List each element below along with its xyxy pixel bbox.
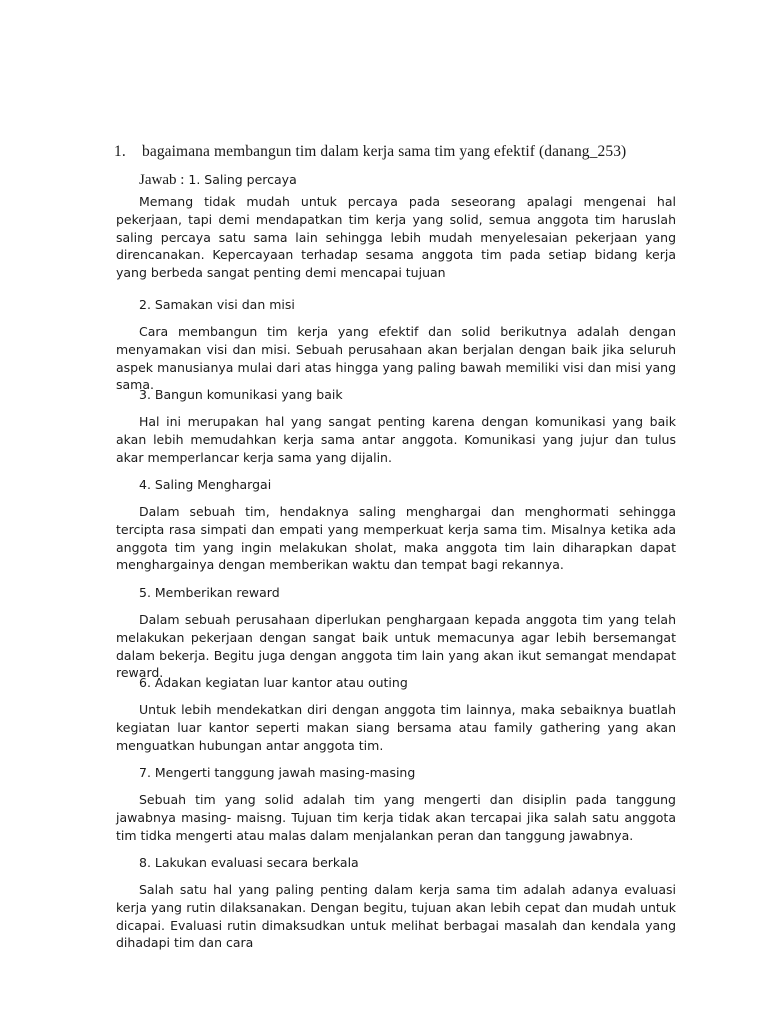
point-title: 2. Samakan visi dan misi	[139, 297, 295, 312]
point-body: Hal ini merupakan hal yang sangat penting karena dengan komunikasi yang baik akan lebih memudahkan kerja sama antar anggota. Komunikasi yang jujur dan tulus akar memperlancar kerja sama yang dijalin.	[116, 414, 676, 465]
point-body: Cara membangun tim kerja yang efektif dan solid berikutnya adalah dengan menyamakan visi dan misi. Sebuah perusahaan akan berjalan dengan baik jika seluruh aspek manusianya mulai dari atas hingga yang paling bawah memiliki visi dan misi yang sama.	[116, 324, 676, 393]
question-number: 1.	[114, 143, 126, 160]
point-body: Dalam sebuah tim, hendaknya saling menghargai dan menghormati sehingga tercipta rasa simpati dan empati yang memperkuat kerja sama tim. Misalnya ketika ada anggota tim yang ingin melakukan sholat, maka anggota tim lain diharapkan dapat menghargainya dengan memberikan waktu dan tempat bagi rekannya.	[116, 504, 676, 573]
point-title: 4. Saling Menghargai	[139, 477, 272, 492]
point-title: 7. Mengerti tanggung jawah masing-masing	[139, 765, 416, 780]
point-body: Sebuah tim yang solid adalah tim yang mengerti dan disiplin pada tanggung jawabnya masing- maisng. Tujuan tim kerja tidak akan tercapai jika salah satu anggota tim tidka mengerti atau malas dalam menjalankan peran dan tanggung jawabnya.	[116, 792, 676, 843]
point-body: Dalam sebuah perusahaan diperlukan penghargaan kepada anggota tim yang telah melakukan pekerjaan dengan sangat baik untuk memacunya agar lebih bersemangat dalam bekerja. Begitu juga dengan anggota tim lain yang akan ikut semangat mendapat reward.	[116, 612, 676, 681]
point-title: 3. Bangun komunikasi yang baik	[139, 387, 343, 402]
point-title: 1. Saling percaya	[188, 172, 297, 187]
point-title: 8. Lakukan evaluasi secara berkala	[139, 855, 359, 870]
question-heading	[114, 143, 626, 161]
point-title: 5. Memberikan reward	[139, 585, 280, 600]
point-body: Untuk lebih mendekatkan diri dengan anggota tim lainnya, maka sebaiknya buatlah kegiatan luar kantor seperti makan siang bersama atau family gathering yang akan menguatkan hubungan antar anggota tim.	[116, 702, 676, 753]
question-text: bagaimana membangun tim dalam kerja sama tim yang efektif (danang_253)	[141, 143, 627, 160]
point-body: Memang tidak mudah untuk percaya pada seseorang apalagi mengenai hal pekerjaan, tapi demi mendapatkan tim kerja yang solid, semua anggota tim haruslah saling percaya satu sama lain sehingga lebih mudah menyelesaian pekerjaan yang direncanakan. Kepercayaan terhadap sesama anggota tim pada setiap bidang kerja yang berbeda sangat penting demi mencapai tujuan	[116, 194, 676, 281]
answer-label: Jawab :	[139, 172, 185, 188]
point-title: 6. Adakan kegiatan luar kantor atau outing	[139, 675, 408, 690]
point-body: Salah satu hal yang paling penting dalam kerja sama tim adalah adanya evaluasi kerja yang rutin dilaksanakan. Dengan begitu, tujuan akan lebih cepat dan mudah untuk dicapai. Evaluasi rutin dimaksudkan untuk melihat berbagai masalah dan kendala yang dihadapi tim dan cara	[116, 882, 676, 951]
answer-line	[139, 172, 297, 189]
